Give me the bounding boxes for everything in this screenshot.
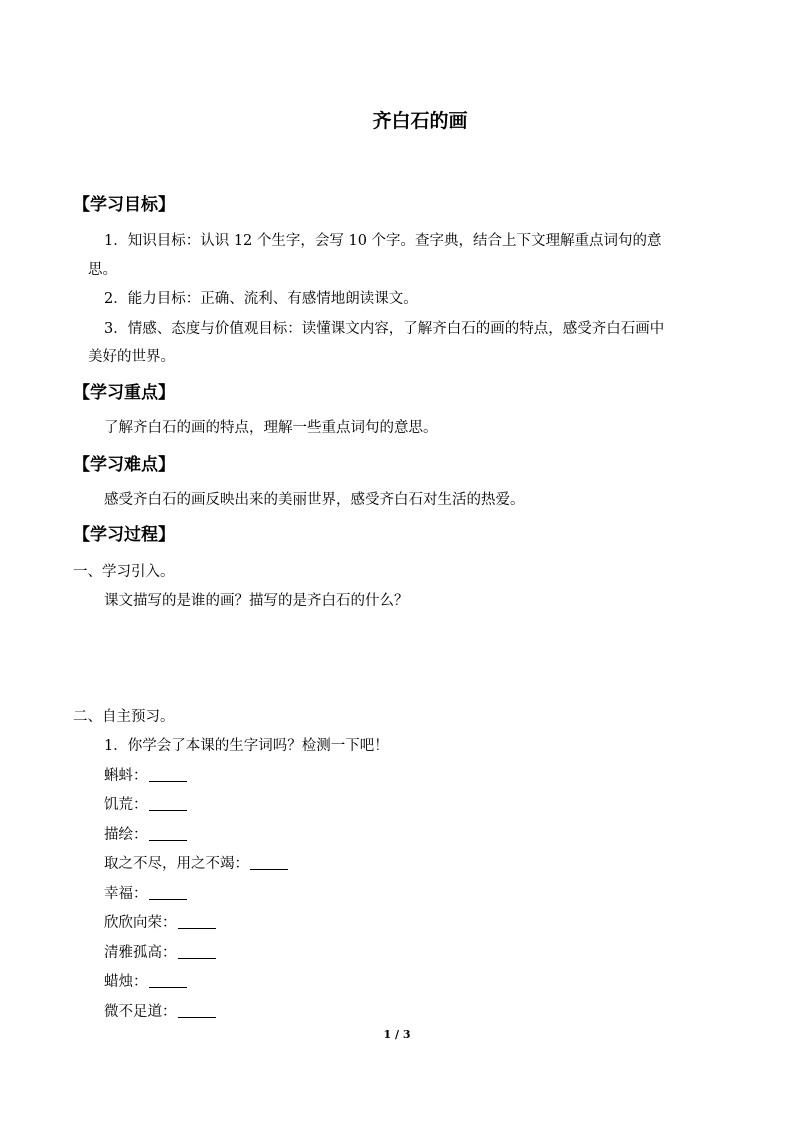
section-heading-difficulty: 【学习难点】 [73,455,175,475]
answer-blank[interactable] [149,973,187,988]
word-item: 蜡烛： [104,972,187,992]
word-item: 欣欣向荣： [104,913,216,933]
answer-blank[interactable] [149,826,187,841]
word-item: 清雅孤高： [104,943,216,963]
process-part-2-title: 二、自主预习。 [73,709,175,725]
word-item: 饥荒： [104,795,187,815]
section-heading-process: 【学习过程】 [73,525,175,545]
goal-item-3-line-1: 3．情感、态度与价值观目标：读懂课文内容，了解齐白石的画的特点，感受齐白石画中 [104,321,665,337]
page-number: 1 / 3 [383,1028,411,1041]
answer-blank[interactable] [149,796,187,811]
word-item: 微不足道： [104,1002,216,1022]
answer-blank[interactable] [250,855,288,870]
answer-blank[interactable] [178,914,216,929]
process-part-2-question-1: 1．你学会了本课的生字词吗？检测一下吧！ [104,738,389,754]
word-item: 描绘： [104,825,187,845]
word-item: 取之不尽，用之不竭： [104,854,288,874]
section-heading-focus: 【学习重点】 [73,383,175,403]
process-part-1-question: 课文描写的是谁的画？描写的是齐白石的什么？ [104,593,409,609]
answer-blank[interactable] [178,944,216,959]
answer-blank[interactable] [149,767,187,782]
goal-item-2: 2．能力目标：正确、流利、有感情地朗读课文。 [104,291,418,307]
answer-blank[interactable] [149,885,187,900]
goal-item-1-line-1: 1．知识目标：认识 12 个生字，会写 10 个字。查字典，结合上下文理解重点词句的意 [104,233,662,249]
page-title: 齐白石的画 [372,110,468,132]
difficulty-text: 感受齐白石的画反映出来的美丽世界，感受齐白石对生活的热爱。 [104,492,525,508]
focus-text: 了解齐白石的画的特点，理解一些重点词句的意思。 [104,420,438,436]
word-item: 蝌蚪： [104,766,187,786]
section-heading-goals: 【学习目标】 [73,195,175,215]
goal-item-1-line-2: 思。 [88,262,117,278]
process-part-1-title: 一、学习引入。 [73,564,175,580]
goal-item-3-line-2: 美好的世界。 [88,349,175,365]
word-item: 幸福： [104,884,187,904]
answer-blank[interactable] [178,1003,216,1018]
